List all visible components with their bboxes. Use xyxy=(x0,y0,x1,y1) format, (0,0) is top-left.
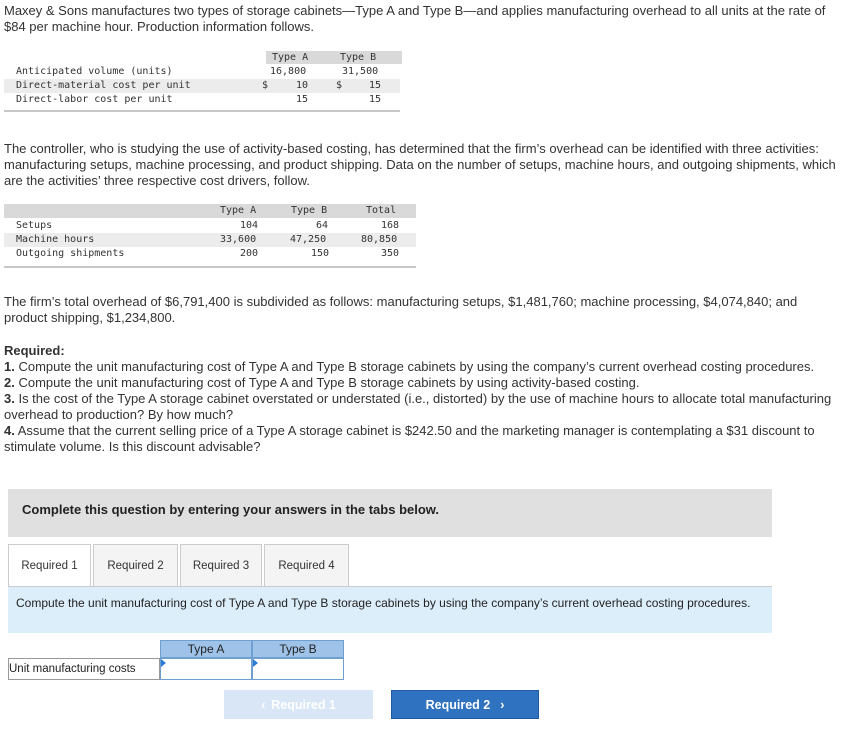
item-number: 2. xyxy=(4,375,15,390)
row-label: Anticipated volume (units) xyxy=(16,66,173,77)
prev-required-button[interactable] xyxy=(224,690,373,719)
col-header-total: Total xyxy=(366,205,397,216)
table-row xyxy=(4,247,416,261)
input-flag-icon xyxy=(161,659,166,667)
table-row xyxy=(4,233,416,247)
type-a-value: 104 xyxy=(240,220,259,231)
row-label: Outgoing shipments xyxy=(16,248,125,259)
type-a-value: 200 xyxy=(240,248,259,259)
answer-col-header-type-a: Type A xyxy=(160,640,252,658)
next-button-label: Required 2 xyxy=(425,697,491,712)
currency-sign: $ xyxy=(262,80,269,91)
type-a-value: 15 xyxy=(296,94,309,105)
row-label: Direct-material cost per unit xyxy=(16,80,191,91)
type-b-value: 15 xyxy=(369,80,382,91)
total-value: 350 xyxy=(381,248,400,259)
col-header-type-b: Type B xyxy=(340,52,377,63)
table-divider xyxy=(4,110,400,112)
required-item xyxy=(4,391,836,423)
table-divider xyxy=(4,266,416,268)
total-value: 80,850 xyxy=(361,234,398,245)
type-b-value: 150 xyxy=(311,248,330,259)
item-text: Compute the unit manufacturing cost of Type A and Type B storage cabinets by using the company’s current overhead costing procedures. xyxy=(14,359,815,374)
table-row xyxy=(4,79,400,93)
item-text: Compute the unit manufacturing cost of Type A and Type B storage cabinets by using activity-based costing. xyxy=(14,375,640,390)
input-flag-icon xyxy=(253,659,258,667)
tab-required-3[interactable]: Required 3 xyxy=(180,544,262,586)
item-number: 4. xyxy=(4,423,15,438)
complete-question-text: Complete this question by entering your answers in the tabs below. xyxy=(22,502,440,517)
col-header-type-a: Type A xyxy=(220,205,257,216)
required-item xyxy=(4,375,836,391)
item-text: Assume that the current selling price of a Type A storage cabinet is $242.50 and the marketing manager is contemplating a $31 discount to stimulate volume. Is this discount advisable? xyxy=(4,423,815,454)
type-b-value: 15 xyxy=(369,94,382,105)
row-label: Setups xyxy=(16,220,53,231)
chevron-left-icon: ‹ xyxy=(261,697,266,712)
overhead-text: The firm’s total overhead of $6,791,400 is subdivided as follows: manufacturing setups, $1,481,760; machine processing, $4,074,840; and product shipping, $1,234,800. xyxy=(4,294,798,325)
type-a-cost-input[interactable] xyxy=(160,658,252,680)
table-row xyxy=(4,219,416,233)
table-row xyxy=(4,65,400,79)
table-row xyxy=(4,93,400,107)
col-header-type-b: Type B xyxy=(291,205,328,216)
type-b-value: 31,500 xyxy=(342,66,379,77)
answer-row-label: Unit manufacturing costs xyxy=(8,658,160,680)
item-number: 1. xyxy=(4,359,15,374)
row-label: Direct-labor cost per unit xyxy=(16,94,173,105)
type-b-value: 47,250 xyxy=(290,234,327,245)
required-item xyxy=(4,423,836,455)
type-a-value: 10 xyxy=(296,80,309,91)
required-title: Required: xyxy=(4,343,65,358)
prev-button-label: Required 1 xyxy=(271,697,336,712)
instruction-panel xyxy=(8,587,772,633)
answer-col-header-type-b: Type B xyxy=(252,640,344,658)
item-text: Is the cost of the Type A storage cabinet overstated or understated (i.e., distorted) by the use of machine hours to allocate total manufacturing overhead to production? By how much? xyxy=(4,391,832,422)
type-a-value: 33,600 xyxy=(220,234,257,245)
col-header-type-a: Type A xyxy=(272,52,309,63)
next-required-button[interactable] xyxy=(391,690,539,719)
tab-required-1[interactable]: Required 1 xyxy=(8,544,91,586)
required-section xyxy=(4,343,836,455)
item-number: 3. xyxy=(4,391,15,406)
type-b-value: 64 xyxy=(316,220,329,231)
tab-required-2[interactable]: Required 2 xyxy=(93,544,178,586)
required-item xyxy=(4,359,836,375)
complete-question-banner xyxy=(8,489,772,537)
controller-text: The controller, who is studying the use of activity-based costing, has determined that the firm’s overhead can be identified with three activities: manufacturing setups, machine processing, and product shipping. Data on the number of setups, machine hours, and outgoing shipments, which are the activities’ three respective cost drivers, follow. xyxy=(4,141,836,188)
row-label: Machine hours xyxy=(16,234,95,245)
type-a-value: 16,800 xyxy=(270,66,307,77)
total-value: 168 xyxy=(381,220,400,231)
currency-sign: $ xyxy=(336,80,343,91)
chevron-right-icon: › xyxy=(500,697,505,712)
type-b-cost-input[interactable] xyxy=(252,658,344,680)
instruction-text: Compute the unit manufacturing cost of Type A and Type B storage cabinets by using the company’s current overhead costing procedures. xyxy=(16,596,751,610)
table-header-bar xyxy=(4,204,416,218)
intro-text: Maxey & Sons manufactures two types of storage cabinets—Type A and Type B—and applies manufacturing overhead to all units at the rate of $84 per machine hour. Production information follows. xyxy=(4,3,826,34)
tab-required-4[interactable]: Required 4 xyxy=(264,544,349,586)
